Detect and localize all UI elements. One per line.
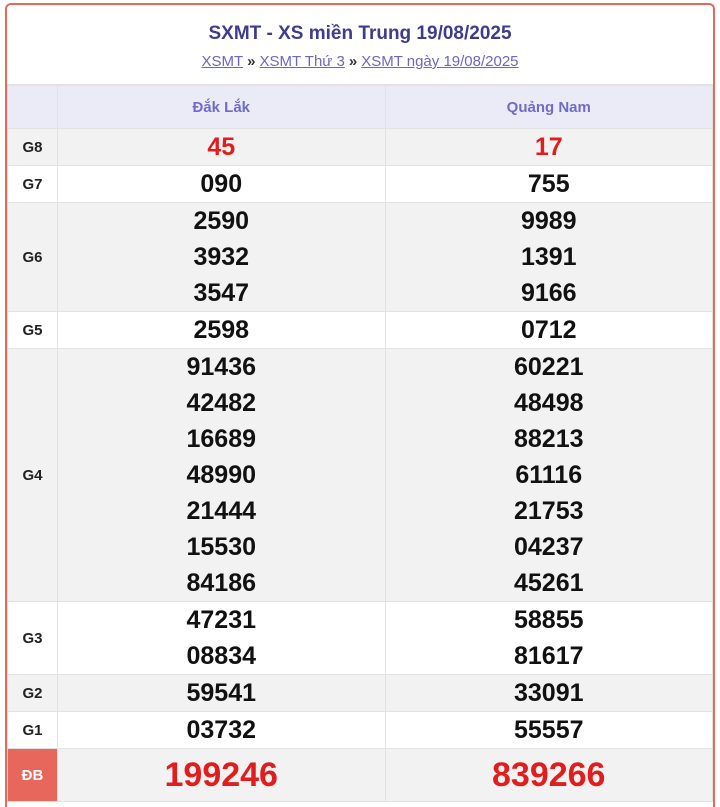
prize-cell-dak-lak	[58, 675, 386, 712]
prize-row-db	[8, 749, 713, 802]
breadcrumb	[7, 53, 713, 70]
prize-number: 839266	[492, 756, 606, 794]
prize-cell-dak-lak	[58, 712, 386, 749]
prize-number: 21444	[186, 497, 257, 525]
prize-number: 84186	[186, 569, 257, 597]
prize-number: 59541	[186, 679, 257, 707]
prize-row-g6	[8, 203, 713, 312]
prize-number: 60221	[513, 353, 584, 381]
prize-label: G1	[8, 712, 58, 749]
prize-number: 2598	[193, 316, 250, 344]
column-header-dak-lak: Đắk Lắk	[58, 86, 386, 129]
results-panel	[5, 3, 715, 807]
breadcrumb-link-xsmt-thu-3[interactable]: XSMT Thứ 3	[259, 53, 345, 70]
prize-cell-dak-lak	[58, 203, 386, 312]
prize-number: 55557	[513, 716, 584, 744]
prize-row-g4	[8, 349, 713, 602]
prize-number: 45261	[513, 569, 584, 597]
prize-cell-quang-nam	[385, 129, 713, 166]
prize-row-g2	[8, 675, 713, 712]
prize-label: G5	[8, 312, 58, 349]
prize-label: G6	[8, 203, 58, 312]
prize-number: 91436	[186, 353, 257, 381]
prize-number: 17	[534, 133, 563, 161]
prize-number: 3547	[193, 279, 250, 307]
breadcrumb-link-xsmt-date[interactable]: XSMT ngày 19/08/2025	[361, 53, 519, 70]
prize-number: 03732	[186, 716, 257, 744]
prize-number: 88213	[513, 425, 584, 453]
prize-number: 81617	[513, 642, 584, 670]
prize-number: 9989	[520, 207, 577, 235]
prize-cell-dak-lak	[58, 166, 386, 203]
column-header-quang-nam: Quảng Nam	[385, 86, 713, 129]
page-title: SXMT - XS miền Trung 19/08/2025	[208, 23, 512, 44]
prize-number: 48990	[186, 461, 257, 489]
prize-cell-quang-nam	[385, 203, 713, 312]
breadcrumb-separator: »	[348, 53, 358, 70]
prize-cell-dak-lak	[58, 749, 386, 802]
prize-number: 9166	[520, 279, 577, 307]
prize-number: 15530	[186, 533, 257, 561]
prize-cell-quang-nam	[385, 749, 713, 802]
prize-number: 199246	[164, 756, 278, 794]
prize-label: G2	[8, 675, 58, 712]
prize-number: 2590	[193, 207, 250, 235]
results-header	[7, 5, 713, 85]
prize-cell-quang-nam	[385, 312, 713, 349]
prize-cell-dak-lak	[58, 312, 386, 349]
prize-cell-dak-lak	[58, 602, 386, 675]
prize-number: 1391	[520, 243, 577, 271]
prize-cell-quang-nam	[385, 602, 713, 675]
prize-number: 47231	[186, 606, 257, 634]
prize-number: 48498	[513, 389, 584, 417]
prize-cell-quang-nam	[385, 712, 713, 749]
results-table	[7, 85, 713, 802]
prize-label: ĐB	[8, 749, 58, 802]
prize-cell-quang-nam	[385, 349, 713, 602]
breadcrumb-separator: »	[247, 53, 256, 70]
prize-number: 08834	[186, 642, 257, 670]
prize-number: 58855	[513, 606, 584, 634]
prize-number: 42482	[186, 389, 257, 417]
prize-label: G7	[8, 166, 58, 203]
prize-number: 33091	[513, 679, 584, 707]
prize-number: 16689	[186, 425, 257, 453]
prize-cell-quang-nam	[385, 675, 713, 712]
prize-number: 45	[207, 133, 236, 161]
prize-row-g5	[8, 312, 713, 349]
prize-row-g8	[8, 129, 713, 166]
prize-row-g3	[8, 602, 713, 675]
prize-label: G4	[8, 349, 58, 602]
prize-row-g1	[8, 712, 713, 749]
prize-number: 61116	[515, 461, 583, 489]
prize-cell-quang-nam	[385, 166, 713, 203]
prize-number: 090	[200, 170, 243, 198]
prize-number: 04237	[513, 533, 584, 561]
header-corner	[8, 86, 58, 129]
prize-number: 0712	[520, 316, 577, 344]
prize-cell-dak-lak	[58, 129, 386, 166]
results-body	[8, 129, 713, 802]
prize-row-g7	[8, 166, 713, 203]
prize-number: 755	[527, 170, 570, 198]
prize-number: 3932	[193, 243, 250, 271]
breadcrumb-link-xsmt[interactable]: XSMT	[201, 53, 244, 70]
prize-label: G8	[8, 129, 58, 166]
prize-number: 21753	[513, 497, 584, 525]
prize-cell-dak-lak	[58, 349, 386, 602]
prize-label: G3	[8, 602, 58, 675]
